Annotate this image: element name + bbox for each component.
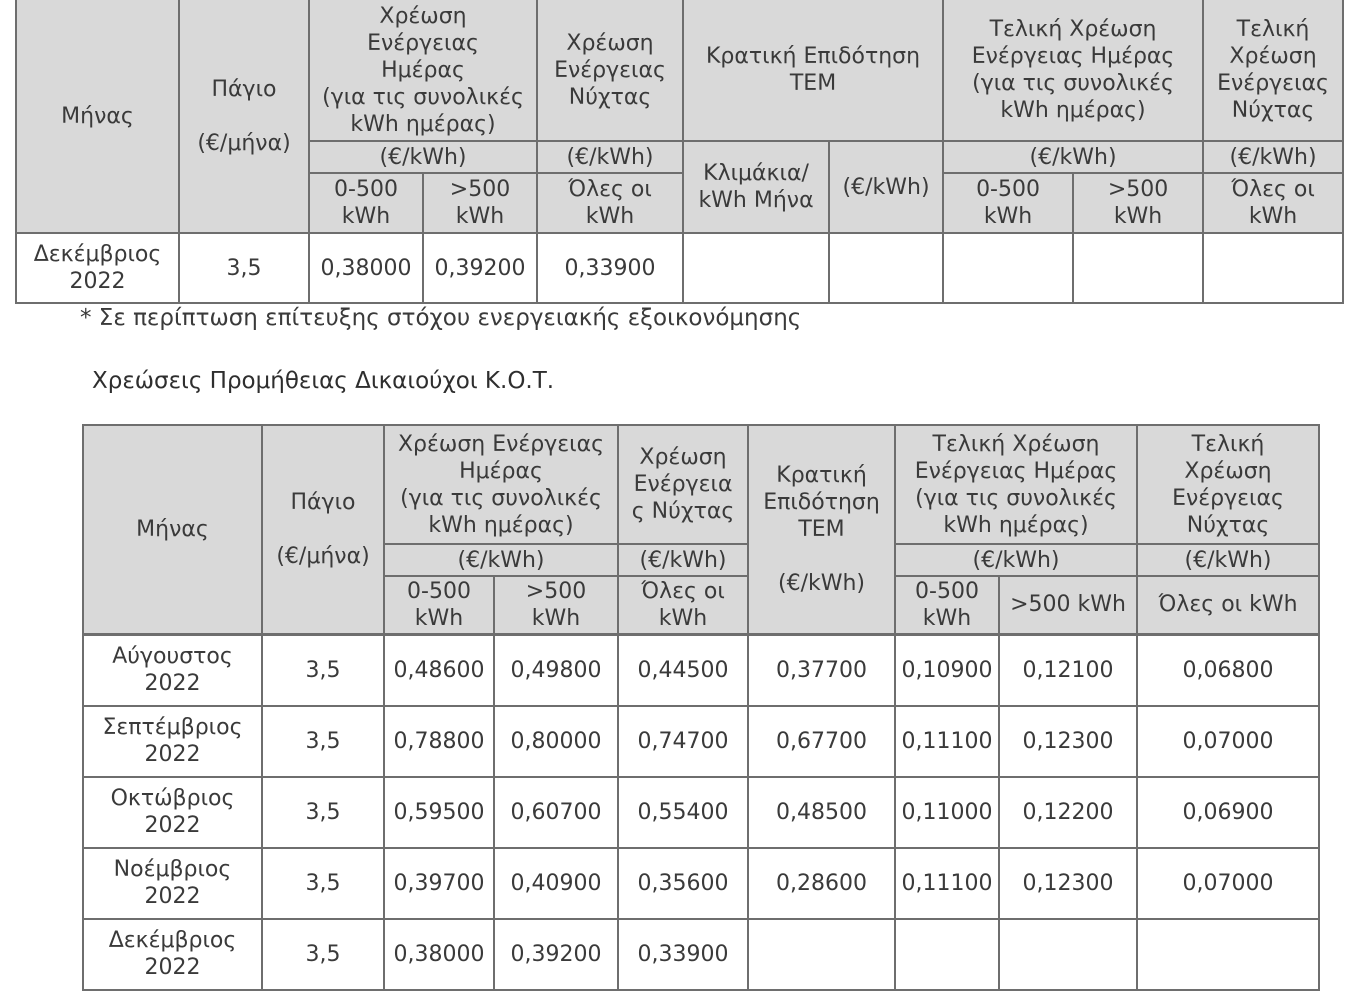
header-month: Μήνας [16, 0, 179, 233]
cell-final-night [1203, 233, 1343, 303]
cell-subsidy: 0,28600 [748, 848, 895, 919]
band-high: >500 kWh [423, 173, 537, 233]
final-band-low: 0-500 kWh [895, 576, 999, 634]
unit-final-day: (€/kWh) [943, 141, 1203, 173]
header-day-energy: Χρέωση Ενέργειας Ημέρας (για τις συνολικές kWh ημέρας) [384, 425, 618, 544]
cell-day-high: 0,49800 [494, 634, 618, 706]
cell-pagio: 3,5 [262, 848, 384, 919]
table-row [83, 777, 1319, 848]
cell-pagio: 3,5 [179, 233, 309, 303]
header-day-energy: Χρέωση Ενέργειας Ημέρας (για τις συνολικές kWh ημέρας) [309, 0, 537, 141]
cell-night: 0,35600 [618, 848, 748, 919]
header-night-energy: Χρέωση Ενέργεια ς Νύχτας [618, 425, 748, 544]
header-final-day: Τελική Χρέωση Ενέργειας Ημέρας (για τις συνολικές kWh ημέρας) [895, 425, 1137, 544]
cell-night: 0,33900 [537, 233, 683, 303]
cell-day-low: 0,38000 [384, 919, 494, 990]
header-steps: Κλιμάκια/ kWh Μήνα [683, 141, 829, 233]
cell-month: Αύγουστος 2022 [83, 634, 262, 706]
cell-final-day-low [943, 233, 1073, 303]
cell-month: Δεκέμβριος 2022 [83, 919, 262, 990]
cell-final-day-high: 0,12100 [999, 634, 1137, 706]
cell-subsidy: 0,37700 [748, 634, 895, 706]
table-row [83, 634, 1319, 706]
unit-final-night: (€/kWh) [1137, 544, 1319, 576]
band-all: Όλες οι kWh [537, 173, 683, 233]
cell-final-night: 0,07000 [1137, 706, 1319, 777]
table-row [83, 919, 1319, 990]
cell-final-day-high [1073, 233, 1203, 303]
cell-final-day-high [999, 919, 1137, 990]
final-band-all: Όλες οι kWh [1203, 173, 1343, 233]
cell-month: Δεκέμβριος 2022 [16, 233, 179, 303]
cell-final-day-high: 0,12300 [999, 848, 1137, 919]
header-subsidy: Κρατική Επιδότηση ΤΕΜ (€/kWh) [748, 425, 895, 634]
final-band-high: >500 kWh [1073, 173, 1203, 233]
cell-day-low: 0,39700 [384, 848, 494, 919]
header-final-night: Τελική Χρέωση Ενέργειας Νύχτας [1203, 0, 1343, 141]
cell-final-day-high: 0,12300 [999, 706, 1137, 777]
unit-final-day: (€/kWh) [895, 544, 1137, 576]
cell-steps [683, 233, 829, 303]
cell-final-night: 0,06800 [1137, 634, 1319, 706]
cell-subsidy: 0,48500 [748, 777, 895, 848]
cell-day-high: 0,40900 [494, 848, 618, 919]
cell-final-day-high: 0,12200 [999, 777, 1137, 848]
cell-month: Οκτώβριος 2022 [83, 777, 262, 848]
header-final-night: Τελική Χρέωση Ενέργειας Νύχτας [1137, 425, 1319, 544]
cell-subsidy [829, 233, 943, 303]
cell-night: 0,55400 [618, 777, 748, 848]
cell-pagio: 3,5 [262, 634, 384, 706]
cell-final-day-low: 0,10900 [895, 634, 999, 706]
table-row [83, 706, 1319, 777]
final-band-high: >500 kWh [999, 576, 1137, 634]
cell-day-high: 0,80000 [494, 706, 618, 777]
cell-day-low: 0,38000 [309, 233, 423, 303]
table-row [16, 233, 1343, 303]
cell-final-day-low: 0,11000 [895, 777, 999, 848]
cell-pagio: 3,5 [262, 777, 384, 848]
header-pagio: Πάγιο (€/μήνα) [179, 0, 309, 233]
cell-night: 0,33900 [618, 919, 748, 990]
cell-subsidy: 0,67700 [748, 706, 895, 777]
cell-final-day-low: 0,11100 [895, 706, 999, 777]
unit-night: (€/kWh) [618, 544, 748, 576]
tariff-table-top [15, 0, 1344, 304]
cell-day-high: 0,60700 [494, 777, 618, 848]
cell-day-high: 0,39200 [494, 919, 618, 990]
cell-day-low: 0,48600 [384, 634, 494, 706]
header-pagio: Πάγιο (€/μήνα) [262, 425, 384, 634]
cell-subsidy [748, 919, 895, 990]
band-all: Όλες οι kWh [618, 576, 748, 634]
cell-day-low: 0,59500 [384, 777, 494, 848]
cell-day-high: 0,39200 [423, 233, 537, 303]
band-low: 0-500 kWh [384, 576, 494, 634]
header-subsidy: Κρατική Επιδότηση ΤΕΜ [683, 0, 943, 141]
cell-pagio: 3,5 [262, 706, 384, 777]
footnote: * Σε περίπτωση επίτευξης στόχου ενεργειακής εξοικονόμησης [80, 305, 802, 331]
cell-month: Σεπτέμβριος 2022 [83, 706, 262, 777]
tariff-table-kot [82, 424, 1320, 991]
unit-night: (€/kWh) [537, 141, 683, 173]
cell-final-night [1137, 919, 1319, 990]
cell-final-day-low: 0,11100 [895, 848, 999, 919]
cell-pagio: 3,5 [262, 919, 384, 990]
final-band-all: Όλες οι kWh [1137, 576, 1319, 634]
cell-final-night: 0,06900 [1137, 777, 1319, 848]
header-month: Μήνας [83, 425, 262, 634]
unit-subsidy: (€/kWh) [829, 141, 943, 233]
final-band-low: 0-500 kWh [943, 173, 1073, 233]
header-night-energy: Χρέωση Ενέργειας Νύχτας [537, 0, 683, 141]
cell-night: 0,74700 [618, 706, 748, 777]
band-low: 0-500 kWh [309, 173, 423, 233]
unit-day: (€/kWh) [309, 141, 537, 173]
unit-day: (€/kWh) [384, 544, 618, 576]
cell-night: 0,44500 [618, 634, 748, 706]
band-high: >500 kWh [494, 576, 618, 634]
cell-final-night: 0,07000 [1137, 848, 1319, 919]
header-final-day: Τελική Χρέωση Ενέργειας Ημέρας (για τις συνολικές kWh ημέρας) [943, 0, 1203, 141]
cell-final-day-low [895, 919, 999, 990]
cell-day-low: 0,78800 [384, 706, 494, 777]
table-row [83, 848, 1319, 919]
section-title: Χρεώσεις Προμήθειας Δικαιούχοι Κ.Ο.Τ. [92, 368, 555, 394]
unit-final-night: (€/kWh) [1203, 141, 1343, 173]
cell-month: Νοέμβριος 2022 [83, 848, 262, 919]
